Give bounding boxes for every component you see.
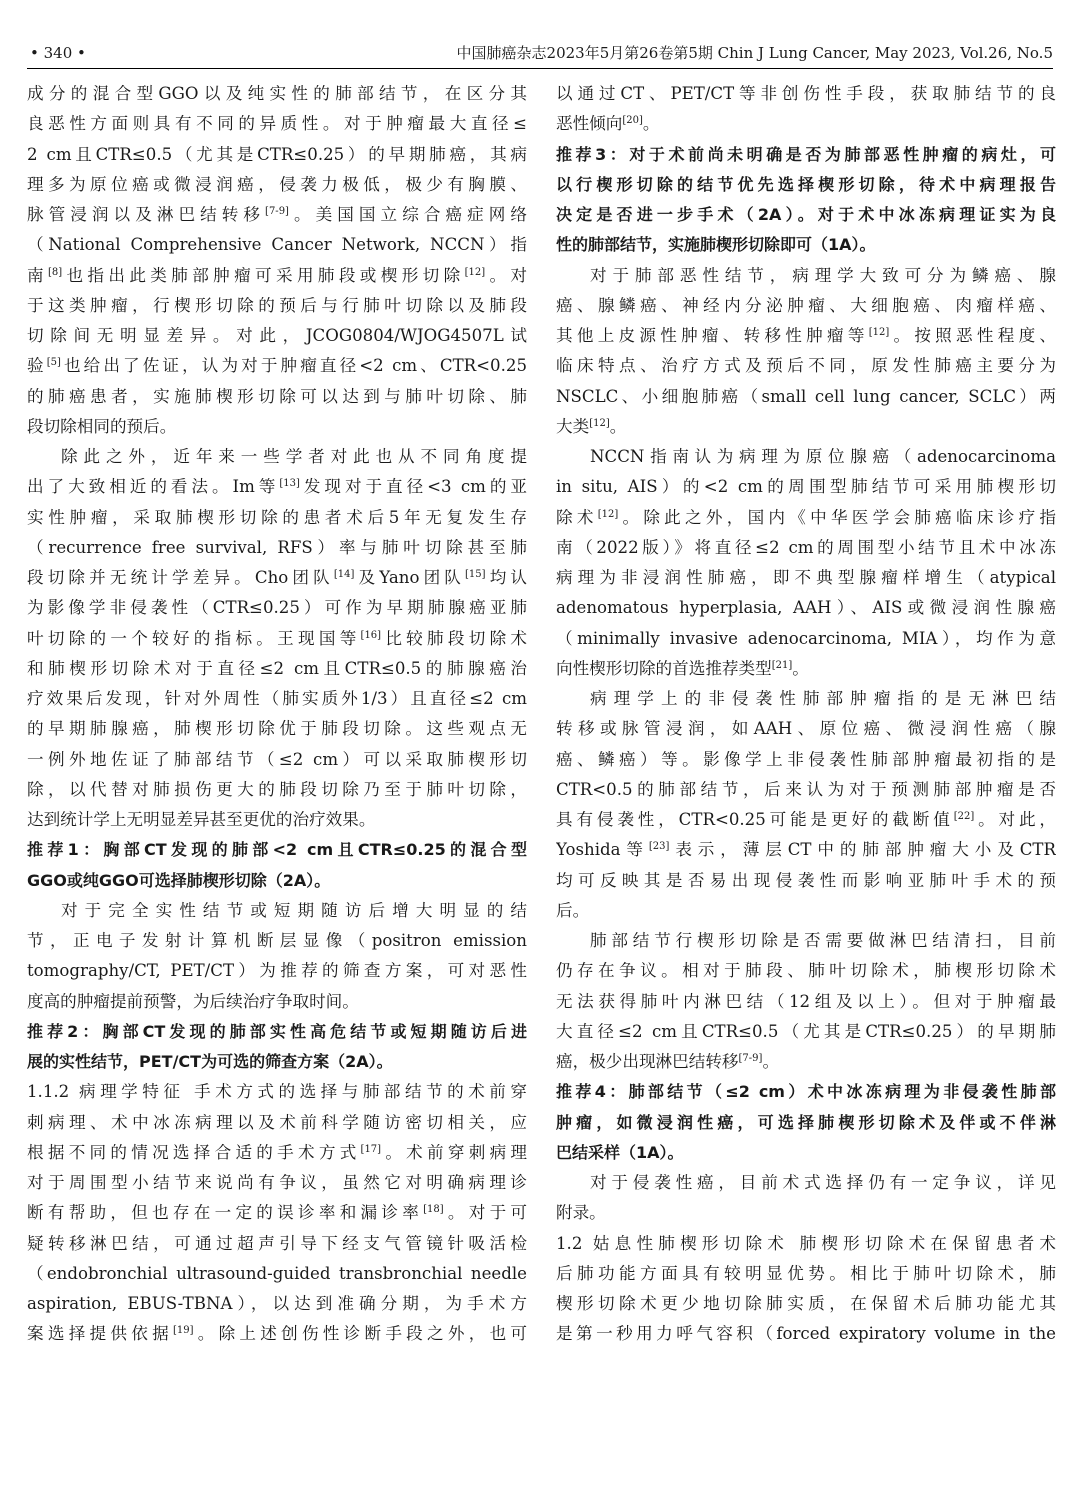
text-line bbox=[556, 1168, 1056, 1198]
text-line bbox=[556, 654, 1056, 684]
citation: [23] bbox=[648, 841, 670, 853]
text-span: 南（2022版）》将直径≤2 cm的周围型小结节且术中冰冻 bbox=[556, 537, 1056, 557]
text-span: 巴结采样（1A）。 bbox=[556, 1142, 684, 1162]
text-line bbox=[27, 1198, 527, 1228]
text-span: NSCLC、小细胞肺癌（small cell lung cancer, SCLC）两 bbox=[556, 386, 1056, 406]
text-span: （recurrence free survival, RFS）率与肺叶切除甚至肺 bbox=[27, 537, 527, 557]
text-span: 肿瘤，如微浸润性癌，可选择肺楔形切除术及伴或不伴淋 bbox=[556, 1112, 1056, 1132]
text-line bbox=[27, 321, 527, 351]
text-span: 。对此， bbox=[974, 810, 1056, 829]
text-span: 对于肺部恶性结节，病理学大致可分为鳞癌、腺 bbox=[590, 265, 1056, 285]
text-span: 1.2 姑息性肺楔形切除术 肺楔形切除术在保留患者术 bbox=[556, 1233, 1056, 1253]
text-span: 。对于可 bbox=[443, 1203, 527, 1223]
citation: [5] bbox=[46, 357, 61, 369]
text-line bbox=[556, 593, 1056, 623]
text-line bbox=[556, 382, 1056, 412]
text-line bbox=[556, 956, 1056, 986]
text-span: 和肺楔形切除术对于直径≤2 cm且CTR≤0.5的肺腺癌治 bbox=[27, 658, 527, 678]
text-line bbox=[556, 1289, 1056, 1319]
text-line bbox=[556, 775, 1056, 805]
text-span: 是第一秒用力呼气容积（forced expiratory volume in the bbox=[556, 1324, 1056, 1344]
text-span: 展的实性结节，PET/CT为可选的筛查方案（2A）。 bbox=[27, 1052, 393, 1071]
text-span: NCCN指南认为病理为原位腺癌（adenocarcinoma bbox=[590, 447, 1056, 466]
citation: [12] bbox=[589, 417, 610, 429]
text-span: 具有侵袭性，CTR<0.25可能是更好的截断值 bbox=[556, 810, 954, 829]
citation: [8] bbox=[47, 266, 63, 278]
text-span: （National Comprehensive Cancer Network, NCCN）指 bbox=[27, 235, 527, 255]
text-span: （minimally invasive adenocarcinoma, MIA），均作为意 bbox=[556, 628, 1056, 648]
text-span: 癌，极少出现淋巴结转移 bbox=[556, 1052, 739, 1071]
text-line bbox=[27, 805, 527, 835]
text-line bbox=[27, 775, 527, 805]
text-span: 实性肿瘤，采取肺楔形切除的患者术后5年无复发生存 bbox=[27, 507, 527, 527]
text-line bbox=[27, 1138, 527, 1168]
section-heading-line bbox=[27, 1077, 527, 1107]
text-span: 段切除相同的预后。 bbox=[27, 416, 177, 436]
text-line bbox=[556, 563, 1056, 593]
text-line bbox=[556, 714, 1056, 744]
text-line bbox=[27, 624, 527, 654]
text-line bbox=[27, 926, 527, 956]
recommendation-line bbox=[27, 1047, 527, 1077]
text-line bbox=[27, 956, 527, 986]
text-span: in situ, AIS）的<2 cm的周围型肺结节可采用肺楔形切 bbox=[556, 477, 1056, 497]
text-line bbox=[556, 291, 1056, 321]
citation: [22] bbox=[953, 811, 975, 822]
text-line bbox=[556, 745, 1056, 775]
text-span: 附录。 bbox=[556, 1203, 606, 1223]
text-span: Yoshida等 bbox=[556, 840, 649, 860]
text-span: 大直径≤2 cm且CTR≤0.5（尤其是CTR≤0.25）的早期肺 bbox=[556, 1021, 1056, 1041]
text-span: 决定是否进一步手术（2A）。对于术中冰冻病理证实为良 bbox=[556, 205, 1056, 224]
text-span: 理多为原位癌或微浸润癌，侵袭力极低，极少有胸膜、 bbox=[27, 174, 527, 194]
text-line bbox=[27, 684, 527, 714]
citation: [20] bbox=[622, 115, 643, 127]
text-span: 恶性倾向 bbox=[556, 114, 623, 134]
text-span: 及Yano团队 bbox=[354, 568, 466, 587]
text-span: 以行楔形切除的结节优先选择楔形切除，待术中病理报告 bbox=[556, 174, 1056, 194]
citation: [12] bbox=[464, 266, 486, 278]
text-span: 也指出此类肺部肿瘤可采用肺段或楔形切除 bbox=[62, 265, 465, 285]
text-span: 。术前穿刺病理 bbox=[381, 1142, 527, 1162]
text-span: 均可反映其是否易出现侵袭性而影响亚肺叶手术的预 bbox=[556, 870, 1056, 890]
text-span: aspiration, EBUS-TBNA），以达到准确分期，为手术方 bbox=[27, 1294, 527, 1313]
text-span: 对于侵袭性癌，目前术式选择仍有一定争议，详见 bbox=[590, 1173, 1056, 1192]
text-line bbox=[556, 261, 1056, 291]
text-line bbox=[556, 684, 1056, 714]
recommendation-line bbox=[556, 1108, 1056, 1138]
text-span: CTR<0.5的肺部结节，后来认为对于预测肺部肿瘤是否 bbox=[556, 779, 1056, 799]
text-line bbox=[27, 714, 527, 744]
recommendation-line bbox=[556, 200, 1056, 230]
text-span: 转移或脉管浸润，如AAH、原位癌、微浸润性癌（腺 bbox=[556, 719, 1056, 739]
text-span: 成分的混合型GGO以及纯实性的肺部结节，在区分其 bbox=[27, 84, 527, 103]
text-line bbox=[556, 79, 1056, 109]
text-line bbox=[27, 896, 527, 926]
text-line bbox=[27, 1319, 527, 1349]
text-span: 性的肺部结节，实施肺楔形切除即可（1A）。 bbox=[556, 235, 876, 255]
text-span: 均认 bbox=[485, 568, 527, 587]
text-line bbox=[27, 200, 527, 230]
text-line bbox=[556, 351, 1056, 381]
recommendation-line bbox=[556, 1077, 1056, 1107]
text-span: 无法获得肺叶内淋巴结（12组及以上）。但对于肿瘤最 bbox=[556, 991, 1056, 1011]
text-line bbox=[556, 805, 1056, 835]
text-line bbox=[556, 1259, 1056, 1289]
text-span: 南 bbox=[27, 265, 48, 285]
text-span: （endobronchial ultrasound-guided transbronchial needle bbox=[27, 1263, 527, 1283]
text-line bbox=[27, 1108, 527, 1138]
page-number: • 340 • bbox=[30, 44, 86, 62]
text-line bbox=[556, 835, 1056, 865]
text-line bbox=[556, 1198, 1056, 1228]
text-span: 疑转移淋巴结，可通过超声引导下经支气管镜针吸活检 bbox=[27, 1233, 527, 1253]
header-rule bbox=[27, 68, 1053, 69]
text-line bbox=[556, 624, 1056, 654]
recommendation-line bbox=[556, 230, 1056, 260]
text-line bbox=[27, 533, 527, 563]
text-span: 节，正电子发射计算机断层显像（positron emission bbox=[27, 931, 527, 950]
text-span: 肺部结节行楔形切除是否需要做淋巴结清扫，目前 bbox=[590, 931, 1056, 950]
text-line bbox=[27, 1168, 527, 1198]
text-line bbox=[27, 442, 527, 472]
text-span: 。对 bbox=[485, 265, 527, 285]
citation: [12] bbox=[597, 508, 619, 520]
text-line bbox=[27, 593, 527, 623]
citation: [19] bbox=[172, 1325, 194, 1337]
text-span: 。按照恶性程度、 bbox=[889, 326, 1056, 345]
text-span: 向性楔形切除的首选推荐类型 bbox=[556, 658, 772, 678]
citation: [14] bbox=[333, 569, 355, 580]
text-span: 仍存在争议。相对于肺段、肺叶切除术，肺楔形切除术 bbox=[556, 961, 1056, 981]
text-span: 。 bbox=[762, 1052, 780, 1071]
text-span: 刺病理、术中冰冻病理以及术前科学随访密切相关，应 bbox=[27, 1112, 527, 1132]
text-span: 案选择提供依据 bbox=[27, 1324, 173, 1344]
recommendation-line bbox=[556, 170, 1056, 200]
text-span: 。 bbox=[642, 114, 660, 134]
text-line bbox=[27, 261, 527, 291]
text-line bbox=[27, 1259, 527, 1289]
text-line bbox=[556, 321, 1056, 351]
text-span: 除术 bbox=[556, 507, 598, 527]
text-span: 达到统计学上无明显差异甚至更优的治疗效果。 bbox=[27, 810, 376, 829]
text-span: 断有帮助，但也存在一定的误诊率和漏诊率 bbox=[27, 1203, 424, 1223]
text-line bbox=[27, 654, 527, 684]
text-span: 推荐2：胸部CT发现的肺部实性高危结节或短期随访后进 bbox=[27, 1021, 527, 1041]
text-span: 后肺功能方面具有较明显优势。相比于肺叶切除术，肺 bbox=[556, 1263, 1056, 1283]
text-span: 2 cm且CTR≤0.5（尤其是CTR≤0.25）的早期肺癌，其病 bbox=[27, 144, 527, 164]
text-span: 临床特点、治疗方式及预后不同，原发性肺癌主要分为 bbox=[556, 356, 1056, 376]
journal-info: 中国肺癌杂志2023年5月第26卷第5期 Chin J Lung Cancer, May 2023, Vol.26, No.5 bbox=[456, 44, 1053, 62]
text-line bbox=[27, 745, 527, 775]
running-header bbox=[27, 40, 1053, 66]
text-line bbox=[27, 412, 527, 442]
text-line bbox=[27, 563, 527, 593]
text-span: 。美国国立综合癌症网络 bbox=[288, 205, 527, 224]
text-span: 一例外地佐证了肺部结节（≤2 cm）可以采取肺楔形切 bbox=[27, 749, 527, 769]
text-span: GGO或纯GGO可选择肺楔形切除（2A）。 bbox=[27, 870, 331, 890]
text-span: 除此之外，近年来一些学者对此也从不同角度提 bbox=[61, 447, 527, 466]
recommendation-line bbox=[556, 1138, 1056, 1168]
left-column bbox=[27, 79, 527, 1350]
text-line bbox=[27, 472, 527, 502]
text-span: 。除上述创伤性诊断手段之外，也可 bbox=[193, 1324, 527, 1344]
text-line bbox=[556, 866, 1056, 896]
text-span: 疗效果后发现，针对外周性（肺实质外1/3）且直径≤2 cm bbox=[27, 689, 527, 708]
right-column bbox=[556, 79, 1056, 1350]
text-span: 切除间无明显差异。对此，JCOG0804/WJOG4507L试 bbox=[27, 326, 527, 345]
citation: [7-9] bbox=[738, 1053, 763, 1064]
text-line bbox=[27, 987, 527, 1017]
text-line bbox=[27, 230, 527, 260]
text-line bbox=[27, 140, 527, 170]
text-line bbox=[556, 987, 1056, 1017]
text-span: 病理学上的非侵袭性肺部肿瘤指的是无淋巴结 bbox=[590, 689, 1056, 708]
text-line bbox=[27, 79, 527, 109]
text-span: 以通过CT、PET/CT等非创伤性手段，获取肺结节的良 bbox=[556, 84, 1056, 103]
text-line bbox=[556, 896, 1056, 926]
text-line bbox=[27, 382, 527, 412]
citation: [15] bbox=[465, 569, 486, 580]
text-span: 其他上皮源性肿瘤、转移性肿瘤等 bbox=[556, 326, 869, 345]
text-span: 对于完全实性结节或短期随访后增大明显的结 bbox=[61, 900, 527, 920]
text-line bbox=[27, 1289, 527, 1319]
text-span: 于这类肿瘤，行楔形切除的预后与行肺叶切除以及肺段 bbox=[27, 295, 527, 315]
section-heading-line bbox=[556, 1229, 1056, 1259]
citation: [18] bbox=[423, 1204, 444, 1216]
text-span: 段切除并无统计学差异。Cho团队 bbox=[27, 568, 334, 587]
recommendation-line bbox=[556, 140, 1056, 170]
text-line bbox=[27, 170, 527, 200]
text-span: 推荐3：对于术前尚未明确是否为肺部恶性肿瘤的病灶，可 bbox=[556, 144, 1056, 164]
citation: [16] bbox=[360, 629, 382, 641]
text-span: 表示，薄层CT中的肺部肿瘤大小及CTR bbox=[669, 840, 1056, 860]
text-span: 1.1.2 病理学特征 手术方式的选择与肺部结节的术前穿 bbox=[27, 1082, 527, 1102]
text-span: 脉管浸润以及淋巴结转移 bbox=[27, 205, 266, 224]
text-line bbox=[27, 503, 527, 533]
text-span: 对于周围型小结节来说尚有争议，虽然它对明确病理诊 bbox=[27, 1173, 527, 1192]
text-line bbox=[556, 442, 1056, 472]
recommendation-line bbox=[27, 835, 527, 865]
text-span: 后。 bbox=[556, 900, 590, 920]
recommendation-line bbox=[27, 866, 527, 896]
text-span: 推荐4：肺部结节（≤2 cm）术中冰冻病理为非侵袭性肺部 bbox=[556, 1082, 1056, 1102]
citation: [12] bbox=[868, 327, 890, 338]
text-line bbox=[556, 1047, 1056, 1077]
text-span: adenomatous hyperplasia, AAH）、AIS或微浸润性腺癌 bbox=[556, 598, 1056, 618]
text-line bbox=[556, 109, 1056, 139]
text-span: 也给出了佐证，认为对于肿瘤直径<2 cm、CTR<0.25 bbox=[60, 356, 527, 376]
text-span: 度高的肿瘤提前预警，为后续治疗争取时间。 bbox=[27, 991, 359, 1011]
citation: [21] bbox=[771, 659, 793, 671]
citation: [13] bbox=[279, 478, 300, 490]
text-span: 癌、腺鳞癌、神经内分泌肿瘤、大细胞癌、肉瘤样癌、 bbox=[556, 295, 1056, 315]
text-line bbox=[556, 533, 1056, 563]
text-line bbox=[27, 351, 527, 381]
text-span: tomography/CT, PET/CT）为推荐的筛查方案，可对恶性 bbox=[27, 961, 527, 981]
text-span: 癌、鳞癌）等。影像学上非侵袭性肺部肿瘤最初指的是 bbox=[556, 749, 1056, 769]
text-span: 除，以代替对肺损伤更大的肺段切除乃至于肺叶切除， bbox=[27, 779, 527, 799]
text-span: 根据不同的情况选择合适的手术方式 bbox=[27, 1142, 361, 1162]
text-line bbox=[556, 1319, 1056, 1349]
text-span: 验 bbox=[27, 356, 47, 376]
text-line bbox=[27, 1229, 527, 1259]
text-span: 良恶性方面则具有不同的异质性。对于肿瘤最大直径≤ bbox=[27, 114, 527, 134]
recommendation-line bbox=[27, 1017, 527, 1047]
text-line bbox=[556, 472, 1056, 502]
text-span: 。 bbox=[792, 658, 809, 678]
text-span: 病理为非浸润性肺癌，即不典型腺瘤样增生（atypical bbox=[556, 568, 1056, 587]
citation: [17] bbox=[360, 1143, 382, 1155]
text-line bbox=[27, 109, 527, 139]
text-line bbox=[556, 1017, 1056, 1047]
text-span: 。除此之外，国内《中华医学会肺癌临床诊疗指 bbox=[618, 507, 1056, 527]
text-span: 推荐1：胸部CT发现的肺部<2 cm且CTR≤0.25的混合型 bbox=[27, 840, 527, 860]
text-span: 比较肺段切除术 bbox=[381, 628, 527, 648]
text-line bbox=[556, 412, 1056, 442]
text-span: 发现对于直径<3 cm的亚 bbox=[299, 477, 527, 497]
text-line bbox=[556, 926, 1056, 956]
citation: [7-9] bbox=[265, 206, 289, 217]
text-span: 出了大致相近的看法。Im等 bbox=[27, 477, 280, 497]
text-span: 大类 bbox=[556, 416, 590, 436]
text-span: 。 bbox=[609, 416, 627, 436]
text-span: 的早期肺腺癌，肺楔形切除优于肺段切除。这些观点无 bbox=[27, 719, 527, 739]
text-line bbox=[556, 503, 1056, 533]
text-line bbox=[27, 291, 527, 321]
text-span: 为影像学非侵袭性（CTR≤0.25）可作为早期肺腺癌亚肺 bbox=[27, 598, 527, 618]
text-span: 叶切除的一个较好的指标。王现国等 bbox=[27, 628, 361, 648]
text-span: 楔形切除术更少地切除肺实质，在保留术后肺功能尤其 bbox=[556, 1294, 1056, 1313]
text-span: 的肺癌患者，实施肺楔形切除可以达到与肺叶切除、肺 bbox=[27, 386, 527, 406]
